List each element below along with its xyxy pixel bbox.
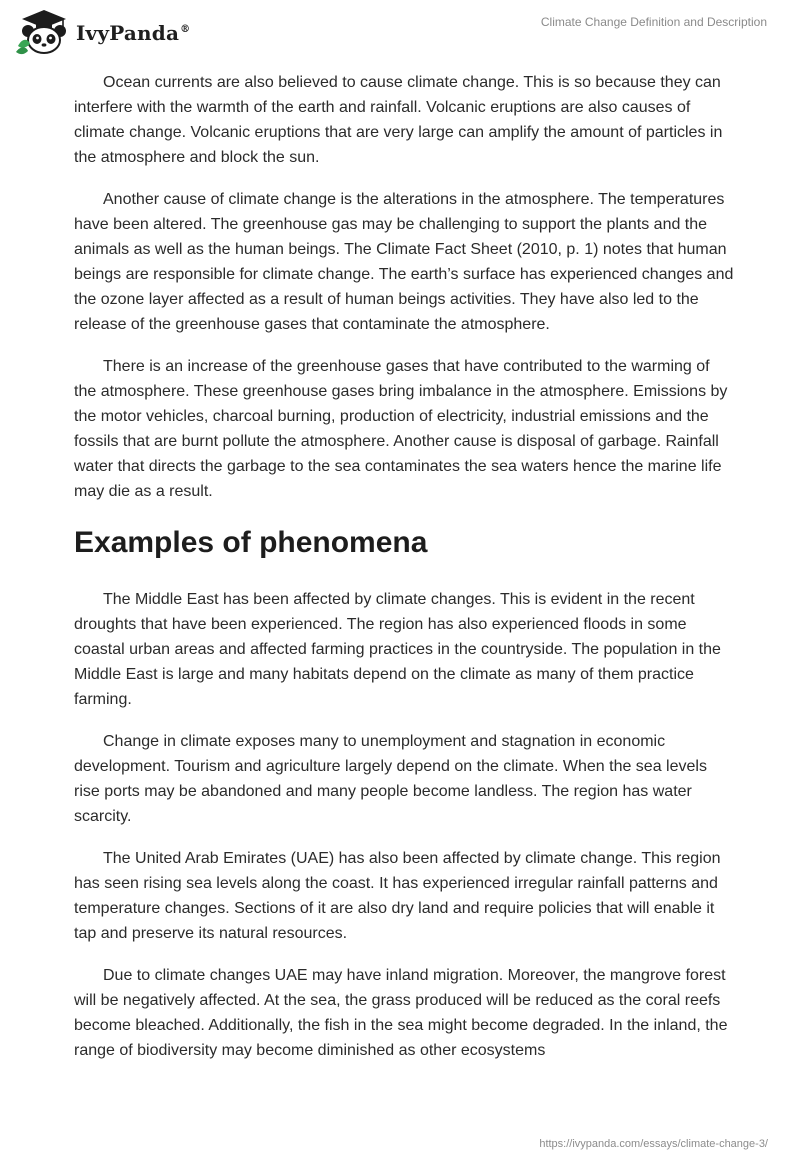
paragraph: There is an increase of the greenhouse gases that have contributed to the warming of the atmosphere. These greenhouse gases bring imbalance in the atmosphere. Emissions by the motor vehicles, charcoal burning, production of electricity, industrial emissions and the fossils that are burnt pollute the atmosphere. Another cause is disposal of garbage. Rainfall water that directs the garbage to the sea contaminates the sea waters hence the marine life may die as a result.	[74, 358, 728, 500]
source-url[interactable]: https://ivypanda.com/essays/climate-change-3/	[539, 1138, 768, 1150]
panda-graduate-icon	[14, 8, 74, 56]
document-title: Climate Change Definition and Description	[540, 15, 767, 29]
paragraph: Ocean currents are also believed to cause climate change. This is so because they can interfere with the warmth of the earth and rainfall. Volcanic eruptions are also causes of climate change. Volcanic eruptions that are very large can amplify the amount of particles in the atmosphere and block the sun.	[74, 74, 723, 166]
logo-wordmark: IvyPanda	[76, 21, 180, 45]
paragraph: Another cause of climate change is the alterations in the atmosphere. The temperatures have been altered. The greenhouse gas may be challenging to support the plants and the animals as well as the human beings. The Climate Fact Sheet (2010, p. 1) notes that human beings are responsible for climate change. The earth’s surface has experienced changes and the ozone layer affected as a result of human beings activities. They have also led to the release of the greenhouse gases that contaminate the atmosphere.	[74, 191, 734, 333]
page-header	[0, 0, 800, 64]
ivypanda-logo[interactable]	[14, 8, 190, 56]
essay-content	[74, 70, 734, 1080]
paragraph: Due to climate changes UAE may have inland migration. Moreover, the mangrove forest will be negatively affected. At the sea, the grass produced will be reduced as the coral reefs become bleached. Additionally, the fish in the sea might become degraded. In the inland, the range of biodiversity may become diminished as other ecosystems	[74, 967, 728, 1059]
paragraph: The United Arab Emirates (UAE) has also been affected by climate change. This region has seen rising sea levels along the coast. It has experienced irregular rainfall patterns and temperature changes. Sections of it are also dry land and require policies that will enable it tap and preserve its natural resources.	[74, 850, 721, 942]
section-heading: Examples of phenomena	[74, 526, 428, 559]
paragraph: The Middle East has been affected by climate changes. This is evident in the recent droughts that have been experienced. The region has also experienced floods in some coastal urban areas and affected farming practices in the countryside. The population in the Middle East is large and many habitats depend on the climate as many of them practice farming.	[74, 591, 721, 708]
logo-text	[76, 21, 190, 45]
paragraph: Change in climate exposes many to unemployment and stagnation in economic development. Tourism and agriculture largely depend on the climate. When the sea levels rise ports may be abandoned and many people become landless. The region has water scarcity.	[74, 733, 707, 825]
registered-mark: ®	[180, 24, 191, 36]
